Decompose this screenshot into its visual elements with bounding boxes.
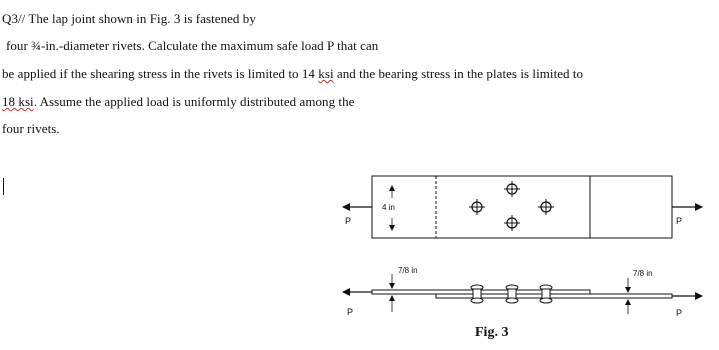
thickness-label-left: 7/8 in: [398, 266, 418, 275]
plan-load-right-label: P: [676, 216, 683, 226]
question-line-4-end: . Assume the applied load is uniformly distributed among the: [33, 94, 355, 109]
question-line-3-end: and the bearing stress in the plates is limited to: [333, 66, 584, 81]
lower-plate: [436, 294, 672, 298]
rivet-plan: [538, 199, 554, 215]
rivet-plan: [469, 199, 485, 215]
figure-caption: Fig. 3: [475, 325, 509, 340]
rivet-side: [471, 285, 483, 303]
rivet-side: [540, 285, 552, 303]
rivet-plan: [504, 215, 520, 231]
side-view: [343, 266, 702, 318]
ksi-spellcheck-word: ksi: [318, 66, 334, 81]
plan-view: [343, 176, 702, 238]
rivet-side: [506, 285, 518, 303]
side-load-left-label: P: [347, 307, 354, 317]
question-line-5: four rivets.: [2, 121, 60, 136]
ksi-value-spellcheck: 18 ksi: [2, 94, 34, 109]
width-dimension-label: 4 in: [382, 203, 395, 212]
question-line-3-start: be applied if the shearing stress in the rivets is limited to 14: [2, 66, 319, 81]
thickness-label-right: 7/8 in: [633, 269, 653, 278]
question-line-1: Q3// The lap joint shown in Fig. 3 is fastened by: [2, 11, 256, 26]
side-load-right-label: P: [676, 308, 683, 318]
plan-load-left-label: P: [345, 216, 352, 226]
plan-outline: [372, 176, 672, 238]
question-line-2: four ¾-in.-diameter rivets. Calculate the maximum safe load P that can: [6, 38, 379, 53]
rivet-plan: [504, 181, 520, 197]
